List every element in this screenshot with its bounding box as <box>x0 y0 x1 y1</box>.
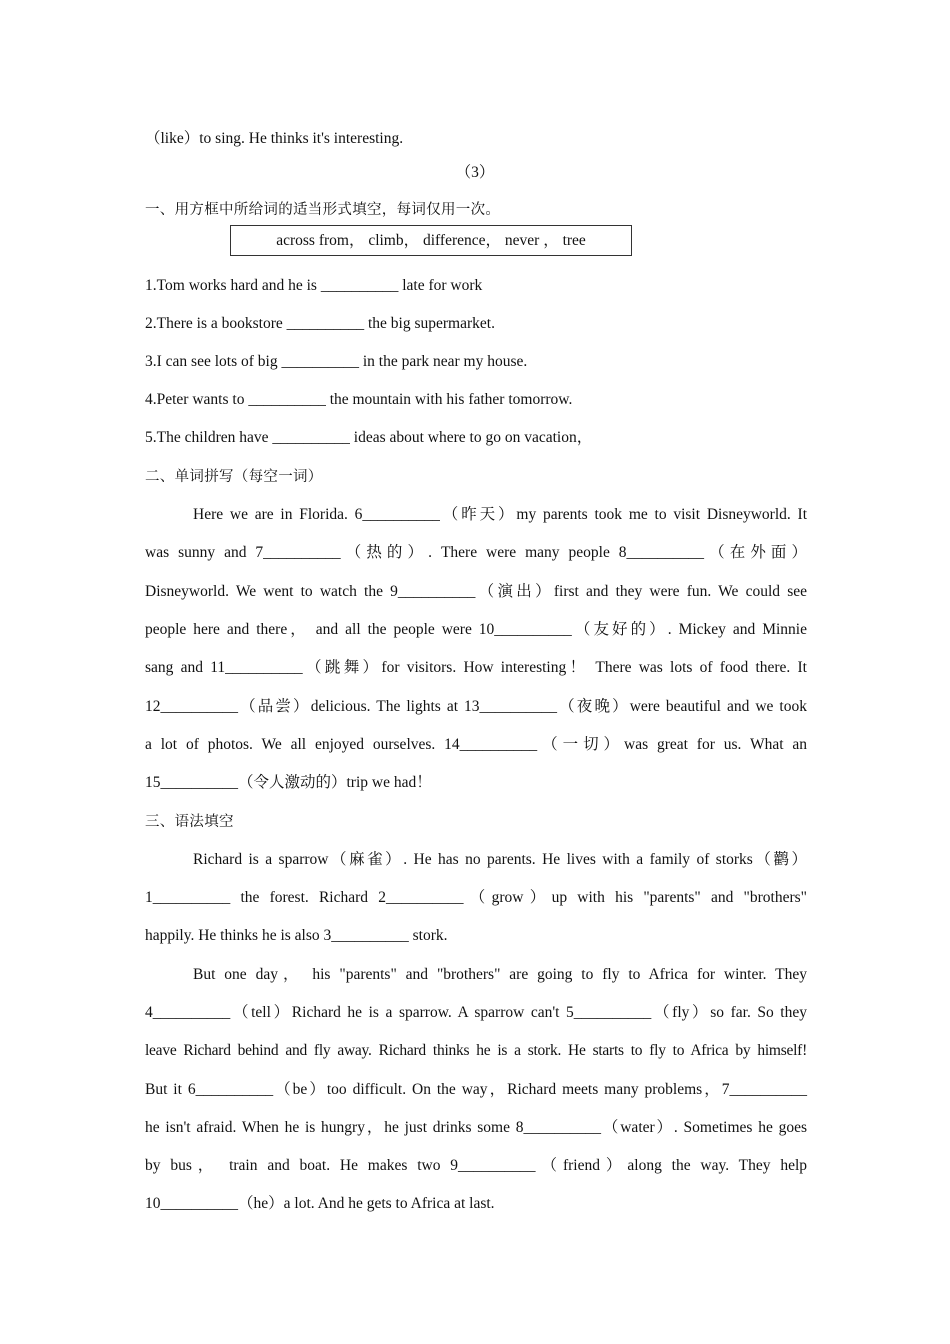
question-5: 5.The children have __________ ideas about where to go on vacation， <box>145 429 593 446</box>
passage-two-line: by bus， train and boat. He makes two 9__________（friend）along the way. They help <box>145 1157 807 1174</box>
section-number: （3） <box>455 164 495 181</box>
passage-two-line: leave Richard behind and fly away. Richard thinks he is a stork. He starts to fly to Africa by himself! <box>145 1042 807 1059</box>
passage-two-line: 1__________ the forest. Richard 2__________（grow）up with his "parents" and "brothers" <box>145 889 807 906</box>
passage-one-line: sang and 11__________（跳舞）for visitors. How interesting！ There was lots of food there. It <box>145 659 807 676</box>
passage-one-line: Disneyworld. We went to watch the 9__________（演出）first and they were fun. We could see <box>145 583 807 600</box>
passage-two-line: 4__________（tell）Richard he is a sparrow. A sparrow can't 5__________（fly）so far. So they <box>145 1004 807 1021</box>
passage-two-line: 10__________（he）a lot. And he gets to Africa at last. <box>145 1195 495 1212</box>
question-3: 3.I can see lots of big __________ in the park near my house. <box>145 353 528 370</box>
passage-one-line: a lot of photos. We all enjoyed ourselves. 14__________（一切）was great for us. What an <box>145 736 807 753</box>
passage-two-line: Richard is a sparrow（麻雀）. He has no parents. He lives with a family of storks（鹳） <box>193 851 807 868</box>
question-2: 2.There is a bookstore __________ the big supermarket. <box>145 315 495 332</box>
passage-two-line: happily. He thinks he is also 3__________ stork. <box>145 927 448 944</box>
passage-one-line: 15__________（令人激动的）trip we had！ <box>145 774 432 791</box>
part-one-heading: 一、用方框中所给词的适当形式填空，每词仅用一次。 <box>145 202 501 218</box>
passage-two-line: But one day， his "parents" and "brothers" are going to fly to Africa for winter. They <box>193 966 807 983</box>
passage-one-line: Here we are in Florida. 6__________（昨天）my parents took me to visit Disneyworld. It <box>193 506 807 523</box>
word-bank-box: across from， climb， difference， never ， tree <box>230 225 632 256</box>
passage-two-line: he isn't afraid. When he is hungry，he just drinks some 8__________（water）. Sometimes he goes <box>145 1119 807 1136</box>
passage-two-line: But it 6__________（be）too difficult. On the way，Richard meets many problems，7__________ <box>145 1081 807 1098</box>
part-three-heading: 三、语法填空 <box>145 814 234 830</box>
passage-one-line: people here and there， and all the people were 10__________（友好的）. Mickey and Minnie <box>145 621 807 638</box>
question-1: 1.Tom works hard and he is __________ late for work <box>145 277 483 294</box>
continued-text-line: （like）to sing. He thinks it's interesting. <box>145 130 404 147</box>
passage-one-line: was sunny and 7__________（热的）. There were many people 8__________（在外面） <box>145 544 807 561</box>
passage-one-line: 12__________（品尝）delicious. The lights at 13__________（夜晚）were beautiful and we took <box>145 698 807 715</box>
question-4: 4.Peter wants to __________ the mountain with his father tomorrow. <box>145 391 573 408</box>
part-two-heading: 二、单词拼写（每空一词） <box>145 469 323 485</box>
